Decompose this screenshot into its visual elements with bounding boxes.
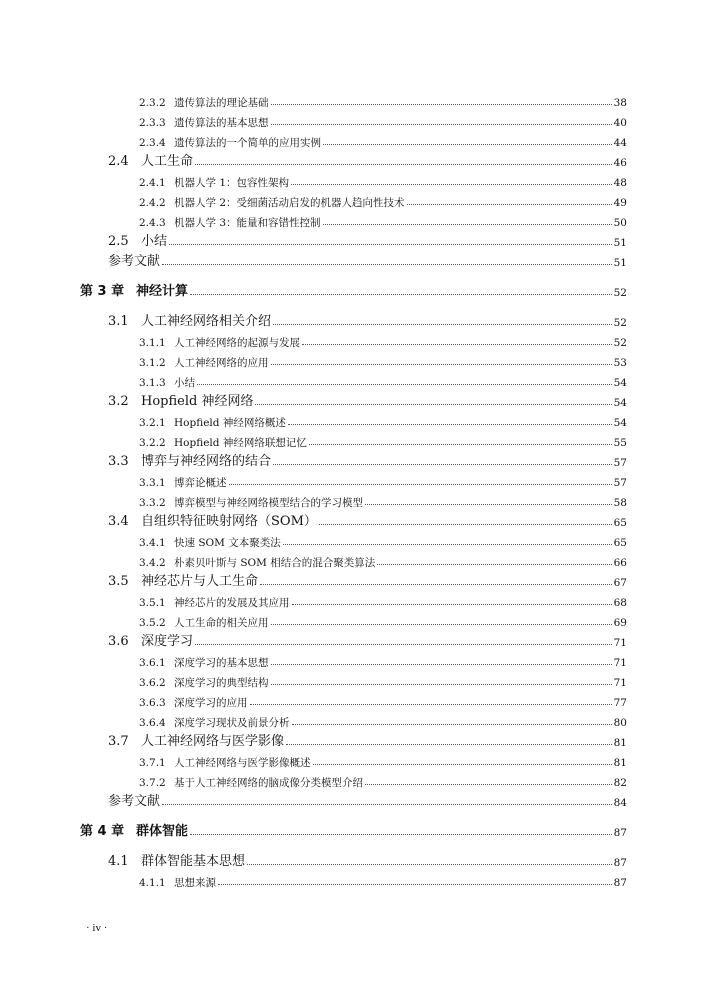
toc-entry-page: 87 bbox=[613, 826, 627, 839]
toc-dot-leader bbox=[260, 584, 612, 585]
toc-dot-leader bbox=[190, 294, 612, 295]
toc-entry[interactable] bbox=[108, 735, 627, 748]
toc-entry[interactable] bbox=[139, 658, 627, 669]
toc-entry-number: 3.4 bbox=[108, 514, 129, 529]
toc-dot-leader bbox=[197, 384, 612, 385]
toc-entry-page: 52 bbox=[613, 336, 627, 349]
toc-entry[interactable] bbox=[139, 218, 627, 229]
toc-entry-page: 57 bbox=[613, 456, 627, 469]
toc-dot-leader bbox=[377, 564, 611, 565]
toc-entry[interactable] bbox=[108, 155, 627, 168]
toc-entry[interactable] bbox=[139, 718, 627, 729]
toc-entry-title: 群体智能基本思想 bbox=[141, 854, 246, 869]
toc-entry-number: 3.1.2 bbox=[139, 356, 166, 369]
toc-entry-page: 51 bbox=[613, 256, 627, 269]
toc-dot-leader bbox=[247, 864, 612, 865]
toc-entry-number: 3.6 bbox=[108, 634, 129, 649]
toc-entry[interactable] bbox=[139, 378, 627, 389]
toc-entry[interactable] bbox=[108, 635, 627, 648]
toc-dot-leader bbox=[286, 744, 612, 745]
toc-entry-page: 65 bbox=[613, 516, 627, 529]
toc-entry-title: 人工生命的相关应用 bbox=[174, 616, 269, 629]
toc-entry-title: 参考文献 bbox=[108, 794, 161, 809]
toc-entry-page: 52 bbox=[613, 316, 627, 329]
toc-entry-title: 神经芯片的发展及其应用 bbox=[174, 596, 290, 609]
toc-dot-leader bbox=[195, 164, 612, 165]
toc-dot-leader bbox=[271, 664, 612, 665]
toc-entry-number: 3.7.2 bbox=[139, 776, 166, 789]
toc-entry-number: 3.4.1 bbox=[139, 536, 166, 549]
toc-entry-number: 第 4 章 bbox=[80, 824, 125, 839]
toc-entry-number: 3.5.1 bbox=[139, 596, 166, 609]
toc-entry-number: 3.5 bbox=[108, 574, 129, 589]
toc-entry-title: 自组织特征映射网络（SOM） bbox=[141, 514, 317, 529]
toc-dot-leader bbox=[319, 524, 612, 525]
toc-dot-leader bbox=[271, 124, 612, 125]
toc-entry-number: 2.4.1 bbox=[139, 176, 166, 189]
toc-entry-title: Hopfield 神经网络联想记忆 bbox=[174, 436, 307, 449]
toc-entry-number: 4.1.1 bbox=[139, 876, 166, 889]
toc-dot-leader bbox=[273, 324, 612, 325]
toc-entry-number: 2.3.4 bbox=[139, 136, 166, 149]
toc-entry[interactable] bbox=[139, 618, 627, 629]
toc-entry-page: 71 bbox=[613, 656, 627, 669]
toc-entry-title: 深度学习 bbox=[141, 634, 194, 649]
toc-entry-title: 遗传算法的理论基础 bbox=[174, 96, 269, 109]
toc-entry-page: 46 bbox=[613, 156, 627, 169]
toc-entry[interactable] bbox=[108, 235, 627, 248]
toc-entry-title: 机器人学 3：能量和容错性控制 bbox=[174, 216, 321, 229]
toc-entry-number: 3.3.1 bbox=[139, 476, 166, 489]
toc-entry-page: 51 bbox=[613, 236, 627, 249]
toc-dot-leader bbox=[271, 624, 612, 625]
toc-entry-number: 3.6.2 bbox=[139, 676, 166, 689]
toc-entry-page: 69 bbox=[613, 616, 627, 629]
toc-entry-number: 2.5 bbox=[108, 234, 129, 249]
toc-entry[interactable] bbox=[139, 178, 627, 189]
toc-chapter-entry[interactable] bbox=[80, 825, 627, 838]
toc-entry-page: 87 bbox=[613, 856, 627, 869]
toc-dot-leader bbox=[313, 764, 612, 765]
toc-entry-title: 参考文献 bbox=[108, 254, 161, 269]
toc-dot-leader bbox=[407, 204, 612, 205]
toc-entry[interactable] bbox=[139, 338, 627, 349]
toc-dot-leader bbox=[283, 544, 612, 545]
toc-entry[interactable] bbox=[108, 515, 627, 528]
toc-entry-page: 81 bbox=[613, 756, 627, 769]
toc-entry-number: 3.6.3 bbox=[139, 696, 166, 709]
toc-dot-leader bbox=[288, 424, 612, 425]
toc-entry-number: 3.3.2 bbox=[139, 496, 166, 509]
toc-entry[interactable] bbox=[139, 698, 627, 709]
toc-dot-leader bbox=[292, 604, 612, 605]
toc-entry-number: 3.1 bbox=[108, 314, 129, 329]
toc-entry-title: 小结 bbox=[141, 234, 168, 249]
toc-entry-title: 深度学习的典型结构 bbox=[174, 676, 269, 689]
toc-entry-page: 87 bbox=[613, 876, 627, 889]
toc-entry-number: 3.5.2 bbox=[139, 616, 166, 629]
toc-entry-title: 群体智能 bbox=[136, 824, 189, 839]
toc-entry[interactable] bbox=[139, 498, 627, 509]
toc-entry-title: 人工神经网络的起源与发展 bbox=[174, 336, 300, 349]
toc-entry-title: 人工神经网络相关介绍 bbox=[141, 314, 272, 329]
toc-entry-page: 81 bbox=[613, 736, 627, 749]
toc-entry[interactable] bbox=[139, 198, 627, 209]
toc-entry-number: 2.3.2 bbox=[139, 96, 166, 109]
toc-entry-page: 67 bbox=[613, 576, 627, 589]
toc-entry-page: 84 bbox=[613, 796, 627, 809]
toc-entry-page: 65 bbox=[613, 536, 627, 549]
toc-entry-number: 4.1 bbox=[108, 854, 129, 869]
toc-entry-number: 3.3 bbox=[108, 454, 129, 469]
toc-dot-leader bbox=[271, 684, 612, 685]
page-number-footer: · iv · bbox=[86, 922, 108, 934]
toc-entry-number: 3.4.2 bbox=[139, 556, 166, 569]
toc-entry-page: 54 bbox=[613, 416, 627, 429]
toc-entry-title: 遗传算法的一个简单的应用实例 bbox=[174, 136, 321, 149]
toc-entry-page: 77 bbox=[613, 696, 627, 709]
toc-entry-page: 38 bbox=[613, 96, 627, 109]
toc-dot-leader bbox=[255, 404, 611, 405]
toc-entry-number: 3.2.2 bbox=[139, 436, 166, 449]
toc-entry-number: 第 3 章 bbox=[80, 284, 125, 299]
toc-entry-title: 博弈与神经网络的结合 bbox=[141, 454, 272, 469]
toc-entry[interactable] bbox=[108, 395, 627, 408]
toc-entry[interactable] bbox=[139, 538, 627, 549]
toc-entry-page: 68 bbox=[613, 596, 627, 609]
toc-entry-number: 2.4.3 bbox=[139, 216, 166, 229]
toc-entry-title: 神经计算 bbox=[136, 284, 189, 299]
toc-dot-leader bbox=[292, 724, 612, 725]
toc-entry-title: Hopfield 神经网络概述 bbox=[174, 416, 286, 429]
toc-entry-title: 人工神经网络与医学影像概述 bbox=[174, 756, 311, 769]
toc-entry-page: 48 bbox=[613, 176, 627, 189]
toc-entry-title: 博弈模型与神经网络模型结合的学习模型 bbox=[174, 496, 363, 509]
toc-dot-leader bbox=[229, 484, 612, 485]
toc-entry-number: 2.3.3 bbox=[139, 116, 166, 129]
toc-entry[interactable] bbox=[139, 878, 627, 889]
toc-entry-page: 40 bbox=[613, 116, 627, 129]
toc-references-entry[interactable] bbox=[108, 795, 627, 808]
toc-dot-leader bbox=[271, 104, 612, 105]
toc-entry[interactable] bbox=[139, 118, 627, 129]
toc-entry-page: 54 bbox=[613, 396, 627, 409]
toc-entry-page: 82 bbox=[613, 776, 627, 789]
toc-entry[interactable] bbox=[139, 758, 627, 769]
toc-entry-number: 3.6.4 bbox=[139, 716, 166, 729]
toc-entry[interactable] bbox=[139, 138, 627, 149]
toc-entry[interactable] bbox=[139, 478, 627, 489]
toc-entry[interactable] bbox=[139, 678, 627, 689]
toc-entry-page: 49 bbox=[613, 196, 627, 209]
toc-dot-leader bbox=[162, 804, 612, 805]
toc-entry[interactable] bbox=[139, 438, 627, 449]
toc-entry-page: 66 bbox=[613, 556, 627, 569]
toc-dot-leader bbox=[218, 884, 612, 885]
toc-entry-title: 深度学习现状及前景分析 bbox=[174, 716, 290, 729]
toc-entry-title: 博弈论概述 bbox=[174, 476, 227, 489]
toc-entry[interactable] bbox=[139, 98, 627, 109]
toc-entry-number: 3.1.1 bbox=[139, 336, 166, 349]
toc-entry-page: 53 bbox=[613, 356, 627, 369]
toc-dot-leader bbox=[169, 244, 612, 245]
toc-entry-number: 3.1.3 bbox=[139, 376, 166, 389]
toc-entry-title: 人工神经网络的应用 bbox=[174, 356, 269, 369]
toc-entry-title: 深度学习的基本思想 bbox=[174, 656, 269, 669]
toc-dot-leader bbox=[323, 144, 612, 145]
toc-dot-leader bbox=[195, 644, 612, 645]
toc-entry-title: 思想来源 bbox=[174, 876, 216, 889]
toc-entry[interactable] bbox=[108, 315, 627, 328]
toc-dot-leader bbox=[273, 464, 612, 465]
toc-entry-number: 3.7 bbox=[108, 734, 129, 749]
toc-dot-leader bbox=[323, 224, 612, 225]
toc-references-entry[interactable] bbox=[108, 255, 627, 268]
toc-entry-number: 3.2 bbox=[108, 394, 129, 409]
toc-entry-number: 2.4.2 bbox=[139, 196, 166, 209]
toc-entry-page: 50 bbox=[613, 216, 627, 229]
toc-entry-title: 人工神经网络与医学影像 bbox=[141, 734, 285, 749]
toc-entry[interactable] bbox=[139, 418, 627, 429]
toc-dot-leader bbox=[309, 444, 612, 445]
toc-dot-leader bbox=[291, 184, 612, 185]
toc-entry[interactable] bbox=[108, 855, 627, 868]
toc-entry[interactable] bbox=[108, 455, 627, 468]
toc-entry-page: 71 bbox=[613, 676, 627, 689]
toc-entry-page: 55 bbox=[613, 436, 627, 449]
toc-entry-number: 3.2.1 bbox=[139, 416, 166, 429]
toc-entry[interactable] bbox=[139, 358, 627, 369]
toc-entry[interactable] bbox=[108, 575, 627, 588]
toc-entry[interactable] bbox=[139, 778, 627, 789]
toc-entry-title: 快速 SOM 文本聚类法 bbox=[174, 536, 281, 549]
toc-dot-leader bbox=[190, 834, 612, 835]
toc-entry-page: 71 bbox=[613, 636, 627, 649]
toc-entry-title: 神经芯片与人工生命 bbox=[141, 574, 259, 589]
toc-entry-title: 朴素贝叶斯与 SOM 相结合的混合聚类算法 bbox=[174, 556, 376, 569]
toc-chapter-entry[interactable] bbox=[80, 285, 627, 298]
toc-entry-page: 57 bbox=[613, 476, 627, 489]
toc-entry-number: 2.4 bbox=[108, 154, 129, 169]
toc-entry-title: 深度学习的应用 bbox=[174, 696, 248, 709]
toc-dot-leader bbox=[302, 344, 612, 345]
toc-dot-leader bbox=[250, 704, 612, 705]
toc-dot-leader bbox=[365, 504, 612, 505]
toc-entry-page: 52 bbox=[613, 286, 627, 299]
toc-entry-title: 机器人学 2：受细菌活动启发的机器人趋向性技术 bbox=[174, 196, 405, 209]
toc-entry-title: 基于人工神经网络的脑成像分类模型介绍 bbox=[174, 776, 363, 789]
toc-entry-page: 80 bbox=[613, 716, 627, 729]
toc-dot-leader bbox=[365, 784, 612, 785]
toc-entry-title: 机器人学 1：包容性架构 bbox=[174, 176, 290, 189]
toc-dot-leader bbox=[162, 264, 612, 265]
toc-entry-page: 58 bbox=[613, 496, 627, 509]
toc-entry[interactable] bbox=[139, 598, 627, 609]
toc-entry[interactable] bbox=[139, 558, 627, 569]
toc-entry-number: 3.7.1 bbox=[139, 756, 166, 769]
toc-dot-leader bbox=[271, 364, 612, 365]
toc-entry-title: 人工生命 bbox=[141, 154, 194, 169]
toc-entry-page: 44 bbox=[613, 136, 627, 149]
toc-entry-page: 54 bbox=[613, 376, 627, 389]
toc-entry-title: 遗传算法的基本思想 bbox=[174, 116, 269, 129]
toc-entry-title: Hopfield 神经网络 bbox=[141, 394, 254, 409]
toc-entry-number: 3.6.1 bbox=[139, 656, 166, 669]
toc-entry-title: 小结 bbox=[174, 376, 195, 389]
